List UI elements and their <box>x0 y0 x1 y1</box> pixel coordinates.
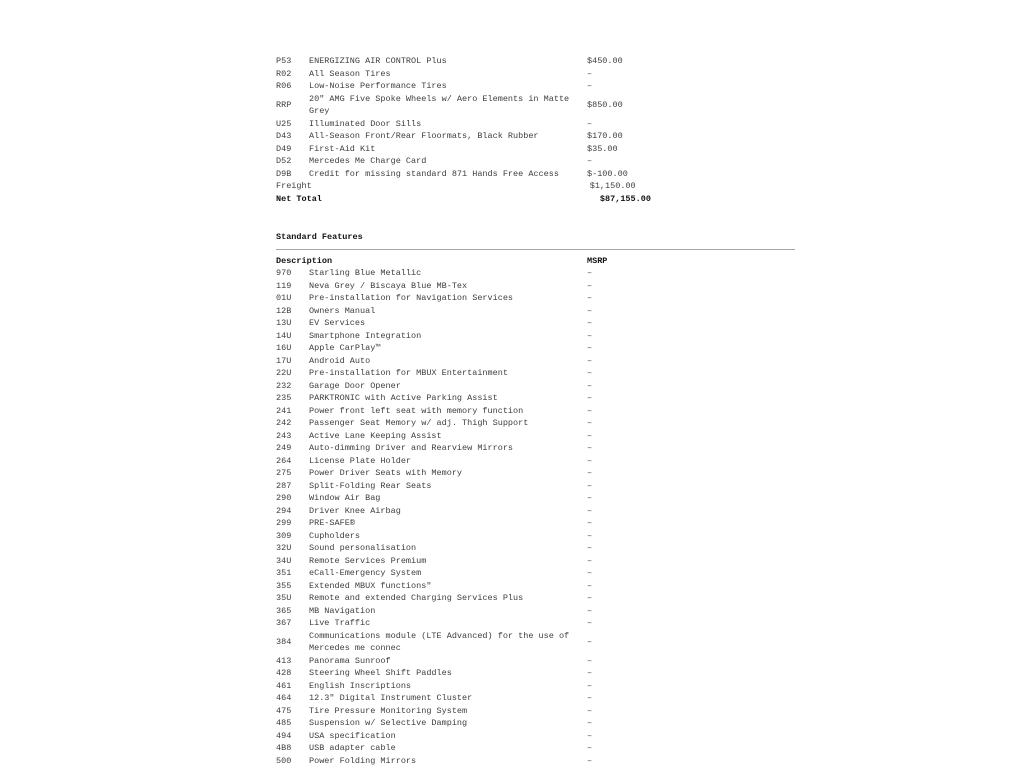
item-price: – <box>587 518 593 528</box>
item-price: – <box>587 480 593 491</box>
item-code: 294 <box>276 505 292 516</box>
item-code: 355 <box>276 580 292 591</box>
item-description: Power Driver Seats with Memory <box>309 468 463 478</box>
item-price: – <box>587 418 593 428</box>
item-description: MB Navigation <box>309 605 376 616</box>
item-price: – <box>587 405 593 416</box>
item-price: – <box>587 468 593 478</box>
item-code: 475 <box>276 705 292 716</box>
item-price: – <box>587 680 593 691</box>
item-price: – <box>587 568 593 578</box>
item-description: Steering Wheel Shift Paddles <box>309 668 452 678</box>
line-item-row <box>276 730 795 743</box>
line-item-row <box>276 155 795 168</box>
item-description: Sound personalisation <box>309 543 417 553</box>
item-description: All-Season Front/Rear Floormats, Black Rubber <box>309 131 539 141</box>
item-price: – <box>587 280 593 291</box>
line-item-row <box>276 130 795 143</box>
item-code: 287 <box>276 480 292 491</box>
item-description: Remote and extended Charging Services Plus <box>309 593 524 603</box>
item-price: – <box>587 81 593 91</box>
item-description: Garage Door Opener <box>309 380 401 391</box>
item-code: U25 <box>276 118 292 129</box>
item-description: Driver Knee Airbag <box>309 505 401 516</box>
item-code: 461 <box>276 680 292 691</box>
line-item-row <box>276 480 795 493</box>
item-code: 367 <box>276 618 292 628</box>
item-price: – <box>587 605 593 616</box>
item-description: ENERGIZING AIR CONTROL Plus <box>309 56 447 66</box>
item-code: 34U <box>276 555 292 566</box>
item-code: 413 <box>276 655 292 666</box>
item-price: – <box>587 655 593 666</box>
item-price: – <box>587 730 593 741</box>
line-item-row <box>276 168 795 181</box>
line-item-row <box>276 143 795 156</box>
line-item-row <box>276 430 795 443</box>
item-description: Window Air Bag <box>309 493 381 503</box>
item-price: – <box>587 68 593 79</box>
item-description: Android Auto <box>309 355 371 366</box>
line-item-row <box>276 417 795 430</box>
line-item-row <box>276 655 795 668</box>
item-description: Apple CarPlay™ <box>309 343 381 353</box>
item-code: 22U <box>276 368 292 378</box>
line-item-row <box>276 467 795 480</box>
item-price: – <box>587 718 593 728</box>
line-item-row <box>276 567 795 580</box>
item-code: 970 <box>276 268 292 278</box>
line-item-row <box>276 455 795 468</box>
item-description: English Inscriptions <box>309 680 412 691</box>
line-item-row <box>276 705 795 718</box>
item-code: R06 <box>276 81 292 91</box>
item-code: 32U <box>276 543 292 553</box>
line-item-row <box>276 392 795 405</box>
item-price: $170.00 <box>587 131 623 141</box>
standard-features-title: Standard Features <box>276 232 363 242</box>
item-price: – <box>587 543 593 553</box>
item-price: – <box>587 668 593 678</box>
item-price: – <box>587 430 593 441</box>
line-item-row <box>276 305 795 318</box>
item-description: 12.3" Digital Instrument Cluster <box>309 693 473 703</box>
msrp-column-header: MSRP <box>587 255 608 266</box>
item-code: 500 <box>276 755 292 766</box>
item-price: – <box>587 618 593 628</box>
item-code: 249 <box>276 443 292 453</box>
line-item-row <box>276 592 795 605</box>
item-description: PRE-SAFE® <box>309 518 355 528</box>
item-description: Neva Grey / Biscaya Blue MB-Tex <box>309 280 468 291</box>
item-code: 428 <box>276 668 292 678</box>
item-code: D52 <box>276 156 292 166</box>
item-description: USA specification <box>309 730 396 741</box>
item-price: – <box>587 380 593 391</box>
item-code: R02 <box>276 68 292 79</box>
item-code: 290 <box>276 493 292 503</box>
item-description: Communications module (LTE Advanced) for the use of Mercedes me connec <box>309 630 570 653</box>
line-item-row <box>276 330 795 343</box>
item-description: Starling Blue Metallic <box>309 268 422 278</box>
item-code: 275 <box>276 468 292 478</box>
line-item-row <box>276 667 795 680</box>
item-code: 35U <box>276 593 292 603</box>
item-description: Mercedes Me Charge Card <box>309 156 427 166</box>
line-item-row <box>276 517 795 530</box>
line-item-row <box>276 355 795 368</box>
line-item-row <box>276 80 795 93</box>
options-price-list <box>276 55 795 205</box>
description-column-header: Description <box>276 255 333 266</box>
item-code: 13U <box>276 318 292 328</box>
item-price: – <box>587 156 593 166</box>
item-code: 14U <box>276 330 292 341</box>
item-description: License Plate Holder <box>309 455 412 466</box>
item-description: First-Aid Kit <box>309 143 376 154</box>
line-item-row <box>276 605 795 618</box>
line-item-row <box>276 317 795 330</box>
item-price: $-100.00 <box>587 168 628 179</box>
item-description: 20" AMG Five Spoke Wheels w/ Aero Elements in Matte Grey <box>309 93 570 116</box>
item-price: $35.00 <box>587 143 618 154</box>
line-item-row <box>276 530 795 543</box>
item-code: 384 <box>276 636 292 647</box>
item-price: – <box>587 355 593 366</box>
item-description: Live Traffic <box>309 618 371 628</box>
item-price: – <box>587 593 593 603</box>
line-item-row <box>276 55 795 68</box>
item-price: – <box>587 505 593 516</box>
item-code: 309 <box>276 530 292 541</box>
item-code: 264 <box>276 455 292 466</box>
item-code: D43 <box>276 131 292 141</box>
line-item-row <box>276 617 795 630</box>
item-code: 235 <box>276 393 292 403</box>
item-price: – <box>587 293 593 303</box>
item-code: 242 <box>276 418 292 428</box>
item-description: EV Services <box>309 318 366 328</box>
item-code: 4B8 <box>276 743 292 753</box>
item-description: Credit for missing standard 871 Hands Free Access <box>309 168 559 179</box>
item-code: 232 <box>276 380 292 391</box>
item-description: Pre-installation for MBUX Entertainment <box>309 368 508 378</box>
item-price: – <box>587 393 593 403</box>
item-description: eCall-Emergency System <box>309 568 422 578</box>
item-description: Panorama Sunroof <box>309 655 391 666</box>
item-price: – <box>587 580 593 591</box>
item-code: D49 <box>276 143 292 154</box>
item-code: 485 <box>276 718 292 728</box>
item-description: USB adapter cable <box>309 743 396 753</box>
item-description: Active Lane Keeping Assist <box>309 430 442 441</box>
item-price: – <box>587 443 593 453</box>
item-code: Net Total <box>276 193 322 204</box>
item-price: – <box>587 118 593 129</box>
item-description: Low-Noise Performance Tires <box>309 81 447 91</box>
line-item-row <box>276 193 795 206</box>
line-item-row <box>276 405 795 418</box>
line-item-row <box>276 292 795 305</box>
item-price: – <box>587 493 593 503</box>
features-rows <box>276 267 795 767</box>
item-description: Pre-installation for Navigation Services <box>309 293 514 303</box>
item-description: Cupholders <box>309 530 361 541</box>
item-code: 299 <box>276 518 292 528</box>
item-description: Tire Pressure Monitoring System <box>309 705 468 716</box>
item-code: 12B <box>276 305 292 316</box>
item-description: Owners Manual <box>309 305 376 316</box>
line-item-row <box>276 280 795 293</box>
item-code: 119 <box>276 280 292 291</box>
item-price: – <box>587 705 593 716</box>
item-price: – <box>587 318 593 328</box>
item-price: – <box>587 636 593 647</box>
item-description: Extended MBUX functions" <box>309 580 432 591</box>
item-code: 241 <box>276 405 292 416</box>
line-item-row <box>276 580 795 593</box>
line-item-row <box>276 118 795 131</box>
item-code: D9B <box>276 168 292 179</box>
section-divider <box>276 249 795 250</box>
item-code: 243 <box>276 430 292 441</box>
item-price: – <box>587 555 593 566</box>
line-item-row <box>276 680 795 693</box>
line-item-row <box>276 742 795 755</box>
line-item-row <box>276 542 795 555</box>
line-item-row <box>276 755 795 768</box>
item-price: – <box>587 305 593 316</box>
item-price: – <box>587 330 593 341</box>
item-price: – <box>587 343 593 353</box>
line-item-row <box>276 367 795 380</box>
item-code: 351 <box>276 568 292 578</box>
line-item-row <box>276 68 795 81</box>
item-price: – <box>587 530 593 541</box>
line-item-row <box>276 267 795 280</box>
item-price: $450.00 <box>587 56 623 66</box>
item-price: – <box>587 455 593 466</box>
item-description: Suspension w/ Selective Damping <box>309 718 468 728</box>
line-item-row <box>276 380 795 393</box>
item-code: 01U <box>276 293 292 303</box>
item-description: Auto-dimming Driver and Rearview Mirrors <box>309 443 514 453</box>
line-item-row <box>276 555 795 568</box>
item-description: Illuminated Door Sills <box>309 118 422 129</box>
item-price: – <box>587 368 593 378</box>
line-item-row <box>276 717 795 730</box>
item-code: P53 <box>276 56 292 66</box>
item-price: – <box>587 693 593 703</box>
line-item-row <box>276 442 795 455</box>
item-code: 464 <box>276 693 292 703</box>
item-description: PARKTRONIC with Active Parking Assist <box>309 393 498 403</box>
item-description: Split-Folding Rear Seats <box>309 480 432 491</box>
line-item-row <box>276 505 795 518</box>
item-price: $1,150.00 <box>589 181 636 191</box>
item-description: Power front left seat with memory function <box>309 405 524 416</box>
item-price: $850.00 <box>587 99 623 110</box>
item-price: – <box>587 755 593 766</box>
standard-features-section <box>276 231 795 767</box>
item-description: Smartphone Integration <box>309 330 422 341</box>
line-item-row <box>276 342 795 355</box>
item-code: Freight <box>276 181 312 191</box>
item-price: – <box>587 743 593 753</box>
line-item-row <box>276 492 795 505</box>
features-header-row <box>276 255 795 268</box>
item-code: RRP <box>276 99 292 110</box>
line-item-row <box>276 630 795 655</box>
line-item-row <box>276 93 795 118</box>
item-code: 365 <box>276 605 292 616</box>
item-description: Power Folding Mirrors <box>309 755 417 766</box>
item-description: All Season Tires <box>309 68 391 79</box>
item-price: – <box>587 268 593 278</box>
line-item-row <box>276 180 795 193</box>
item-price: $87,155.00 <box>599 193 651 204</box>
item-description: Remote Services Premium <box>309 555 427 566</box>
line-item-row <box>276 692 795 705</box>
item-code: 16U <box>276 343 292 353</box>
item-description: Passenger Seat Memory w/ adj. Thigh Support <box>309 418 529 428</box>
item-code: 494 <box>276 730 292 741</box>
item-code: 17U <box>276 355 292 366</box>
document-page <box>276 0 795 768</box>
